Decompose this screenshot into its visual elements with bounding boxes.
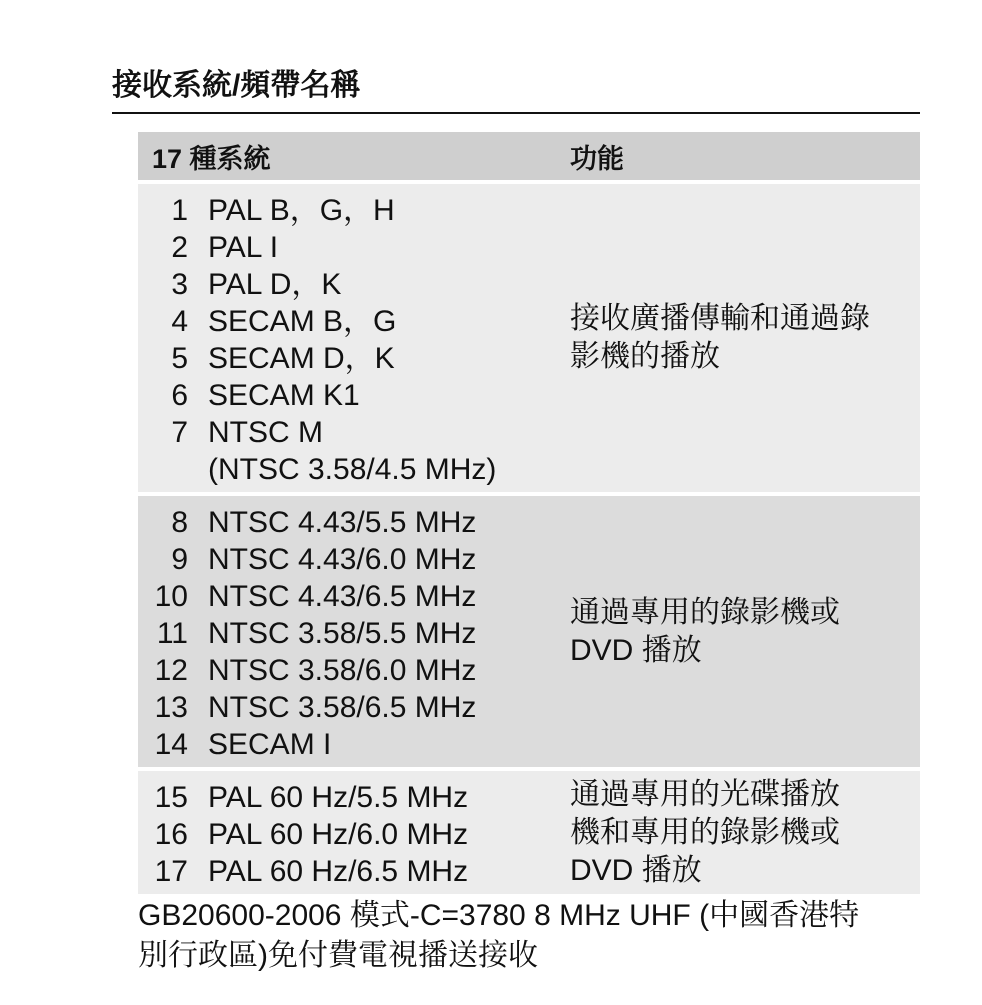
system-number: 11 — [156, 617, 188, 650]
table-row — [138, 726, 570, 763]
system-name: NTSC 4.43/6.0 MHz — [208, 543, 477, 576]
function-description — [570, 594, 920, 670]
function-line: DVD 播放 — [570, 633, 702, 667]
footnote-line: GB20600-2006 模式-C=3780 8 MHz UHF (中國香港特 — [138, 899, 860, 932]
system-number: 6 — [171, 379, 188, 412]
system-number: 7 — [171, 416, 188, 449]
system-name: PAL B，G，H — [208, 194, 395, 227]
system-name: PAL D，K — [208, 268, 342, 301]
function-line: 影機的播放 — [570, 340, 720, 373]
system-number: 17 — [154, 855, 188, 888]
system-name: NTSC 3.58/6.0 MHz — [208, 654, 477, 687]
header-function: 功能 — [570, 143, 624, 174]
systems-list — [138, 771, 570, 894]
table-row — [138, 229, 570, 266]
table-row — [138, 451, 570, 488]
system-number: 12 — [154, 654, 188, 687]
system-name: NTSC 3.58/6.5 MHz — [208, 691, 477, 724]
table-row — [138, 303, 570, 340]
systems-list — [138, 496, 570, 767]
system-number: 8 — [171, 506, 188, 539]
system-table — [138, 132, 920, 894]
table-row — [138, 414, 570, 451]
function-line: 通過專用的錄影機或 — [570, 595, 840, 629]
system-number: 2 — [171, 231, 188, 264]
table-row — [138, 541, 570, 578]
function-line: 接收廣播傳輸和通過錄 — [570, 302, 870, 335]
system-name: NTSC 3.58/5.5 MHz — [208, 617, 477, 650]
system-name: NTSC M — [208, 416, 323, 449]
table-group-1 — [138, 180, 920, 492]
system-name: SECAM B，G — [208, 305, 397, 338]
table-group-2 — [138, 492, 920, 767]
footnote — [138, 896, 928, 976]
system-name: PAL 60 Hz/6.5 MHz — [208, 855, 469, 888]
function-line: 機和專用的錄影機或 — [570, 815, 840, 849]
table-row — [138, 853, 570, 890]
system-name: PAL 60 Hz/6.0 MHz — [208, 818, 469, 851]
system-name: (NTSC 3.58/4.5 MHz) — [208, 453, 497, 486]
table-row — [138, 340, 570, 377]
table-header — [138, 132, 920, 180]
function-line: DVD 播放 — [570, 853, 702, 887]
system-name: SECAM K1 — [208, 379, 360, 412]
table-row — [138, 652, 570, 689]
footnote-line: 別行政區)免付費電視播送接收 — [138, 939, 538, 972]
table-row — [138, 779, 570, 816]
function-description — [570, 776, 920, 890]
section-title: 接收系統/頻帶名稱 — [112, 62, 920, 114]
system-number: 13 — [154, 691, 188, 724]
system-number: 5 — [171, 342, 188, 375]
table-row — [138, 266, 570, 303]
system-number: 4 — [171, 305, 188, 338]
system-number: 10 — [154, 580, 188, 613]
table-row — [138, 689, 570, 726]
header-systems: 17 種系統 — [152, 143, 271, 174]
system-number — [138, 451, 208, 488]
system-number: 3 — [171, 268, 188, 301]
systems-list — [138, 184, 570, 492]
system-name: NTSC 4.43/6.5 MHz — [208, 580, 477, 613]
table-group-3 — [138, 767, 920, 894]
system-name: SECAM I — [208, 728, 332, 761]
system-name: NTSC 4.43/5.5 MHz — [208, 506, 477, 539]
table-row — [138, 504, 570, 541]
system-number: 15 — [154, 781, 188, 814]
table-row — [138, 615, 570, 652]
system-number: 1 — [171, 194, 188, 227]
table-row — [138, 377, 570, 414]
system-number: 9 — [171, 543, 188, 576]
table-row — [138, 816, 570, 853]
table-row — [138, 192, 570, 229]
system-number: 16 — [154, 818, 188, 851]
system-name: PAL 60 Hz/5.5 MHz — [208, 781, 469, 814]
table-row — [138, 578, 570, 615]
system-name: PAL I — [208, 231, 279, 264]
function-line: 通過專用的光碟播放 — [570, 777, 840, 811]
system-name: SECAM D，K — [208, 342, 395, 375]
system-number: 14 — [154, 728, 188, 761]
function-description — [570, 300, 920, 376]
